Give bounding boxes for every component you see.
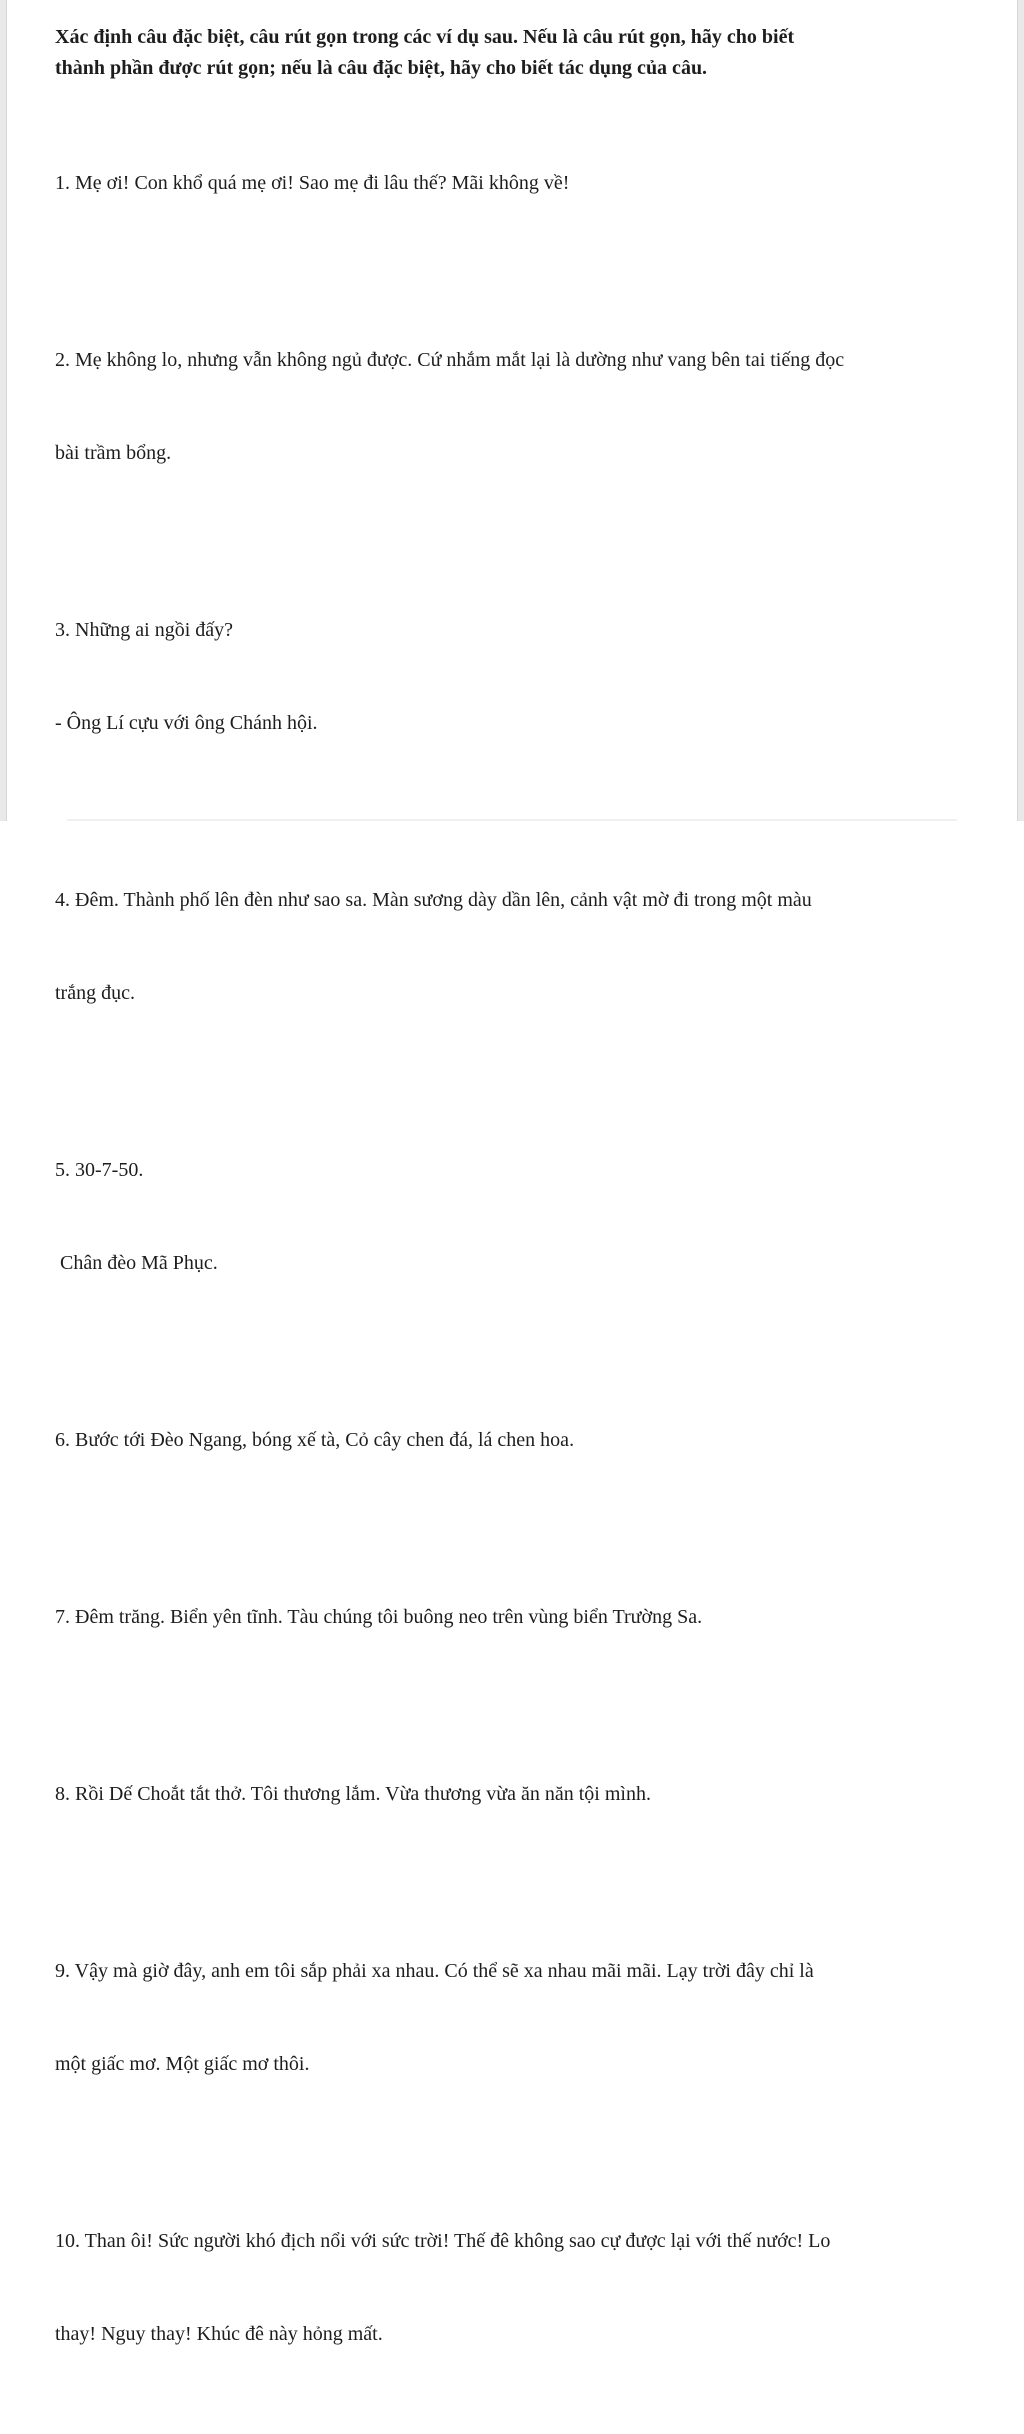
example-line: 4. Đêm. Thành phố lên đèn như sao sa. Màn sương dày dần lên, cảnh vật mờ đi trong một màu	[55, 889, 812, 911]
example-line: 2. Mẹ không lo, nhưng vẫn không ngủ được. Cứ nhắm mắt lại là dường như vang bên tai tiếng đọc	[55, 349, 845, 371]
document-page	[6, 0, 1018, 2345]
example-line: thay! Nguy thay! Khúc đê này hỏng mất.	[55, 2323, 383, 2345]
page-bottom-divider	[67, 819, 957, 821]
example-item-3	[55, 553, 980, 801]
example-item-1	[55, 106, 980, 261]
example-item-4	[55, 823, 980, 1071]
example-line: một giấc mơ. Một giấc mơ thôi.	[55, 2053, 310, 2075]
example-item-9	[55, 1894, 980, 2142]
example-item-7	[55, 1540, 980, 1695]
example-item-5	[55, 1093, 980, 1341]
example-line: 5. 30-7-50.	[55, 1159, 144, 1181]
example-line: 6. Bước tới Đèo Ngang, bóng xế tà, Cỏ cây chen đá, lá chen hoa.	[55, 1429, 575, 1451]
instructions-line: Xác định câu đặc biệt, câu rút gọn trong các ví dụ sau. Nếu là câu rút gọn, hãy cho biết	[55, 26, 795, 48]
example-line: 3. Những ai ngồi đấy?	[55, 619, 234, 641]
example-line: 10. Than ôi! Sức người khó địch nổi với sức trời! Thế đê không sao cự được lại với thế nước! Lo	[55, 2230, 831, 2252]
instructions-line: thành phần được rút gọn; nếu là câu đặc biệt, hãy cho biết tác dụng của câu.	[55, 57, 708, 79]
example-line: 8. Rồi Dế Choắt tắt thở. Tôi thương lắm. Vừa thương vừa ăn năn tội mình.	[55, 1783, 651, 1805]
example-line: Chân đèo Mã Phục.	[55, 1252, 218, 1274]
example-line: 9. Vậy mà giờ đây, anh em tôi sắp phải xa nhau. Có thể sẽ xa nhau mãi mãi. Lạy trời đây chỉ là	[55, 1960, 814, 1982]
example-line: 7. Đêm trăng. Biển yên tĩnh. Tàu chúng tôi buông neo trên vùng biển Trường Sa.	[55, 1606, 703, 1628]
example-item-8	[55, 1717, 980, 1872]
example-line: - Ông Lí cựu với ông Chánh hội.	[55, 712, 318, 734]
example-line: bài trầm bổng.	[55, 442, 172, 464]
example-line: trắng đục.	[55, 982, 135, 1004]
exercise-instructions	[55, 22, 980, 84]
example-item-10	[55, 2164, 980, 2412]
example-item-2	[55, 283, 980, 531]
example-item-6	[55, 1363, 980, 1518]
document-body	[55, 22, 980, 2434]
example-line: 1. Mẹ ơi! Con khổ quá mẹ ơi! Sao mẹ đi lâu thế? Mãi không về!	[55, 172, 570, 194]
